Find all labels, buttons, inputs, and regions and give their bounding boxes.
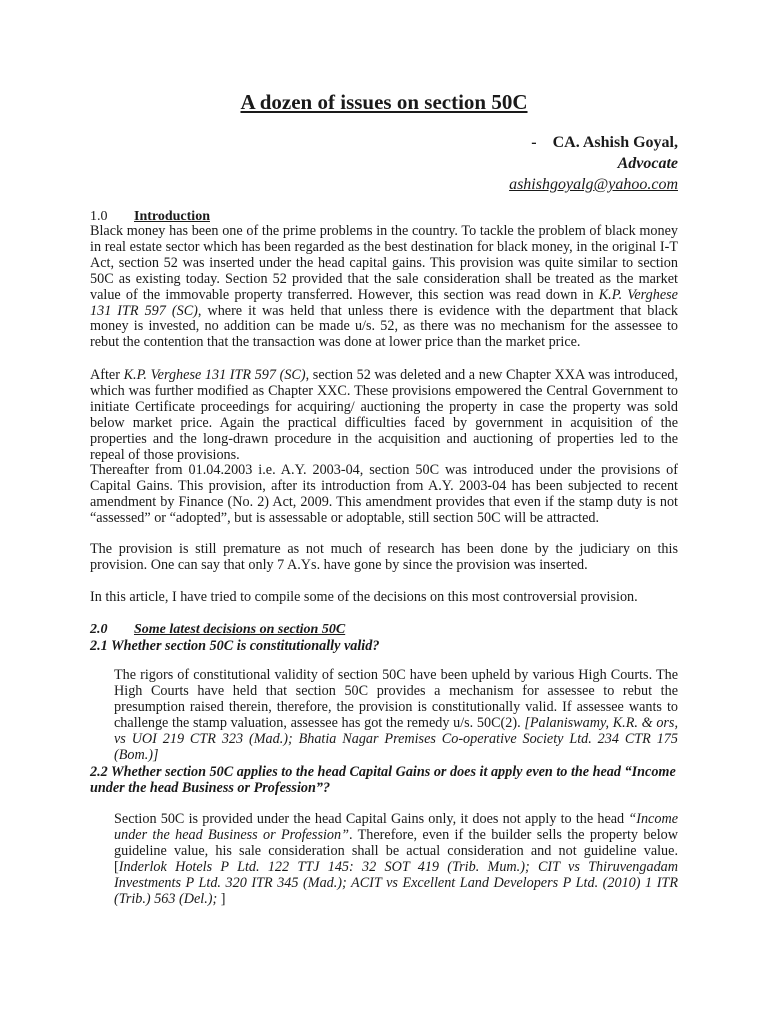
p2-text-b: , section 52 was deleted and a new Chapter XXA was introduced, which was further modified as Chapter XXC. These provisions empowered the Central Government to initiate Certificate proceedings for acquiring/ auctioning the property in case the property was sold below market price. Again the practical difficulties faced by government in acquisition of the properties and the long-drawn procedure in the acquisition and auctioning of properties led to the repeal of those provisions.: [90, 367, 679, 463]
answer-2-1: [114, 668, 678, 763]
document-title: A dozen of issues on section 50C: [240, 90, 528, 114]
intro-paragraph-3: [90, 463, 678, 527]
p1-text-a: Black money has been one of the prime problems in the country. To tackle the problem of black money in real estate sector which has been regarded as the best destination for black money, in the original I-T Act, section 52 was inserted under the head capital gains. This provision was quite similar to section 50C as existing today. Section 52 provided that the sale consideration shall be treated as the market value of the immovable property transferred. However, this section was read down in: [90, 223, 678, 303]
intro-number: 1.0: [90, 209, 108, 224]
intro-paragraph-2: [90, 368, 678, 463]
author-email-link[interactable]: ashishgoyalg@yahoo.com: [509, 176, 678, 193]
question-2-1: 2.1 Whether section 50C is constitutionally valid?: [90, 638, 380, 654]
intro-paragraph-5: [90, 590, 678, 606]
a2-citation: Inderlok Hotels P Ltd. 122 TTJ 145: 32 SOT 419 (Trib. Mum.); CIT vs Thiruvengadam Investments P Ltd. 320 ITR 345 (Mad.); ACIT vs Excellent Land Developers P Ltd. (2010) 1 ITR (Trib.) 563 (Del.);: [114, 858, 678, 907]
p4-text: The provision is still premature as not much of research has been done by the judiciary on this provision. One can say that only 7 A.Ys. have gone by since the provision was inserted.: [90, 541, 678, 573]
p2-text-a: After: [90, 367, 124, 383]
a2-text-a: Section 50C is provided under the head Capital Gains only, it does not apply to the head: [114, 811, 629, 827]
author-name-text: CA. Ashish Goyal,: [552, 134, 678, 151]
section2-heading: [90, 622, 678, 638]
a2-end: ]: [217, 890, 226, 907]
a1-citation: [Palaniswamy, K.R. & ors, vs UOI 219 CTR 323 (Mad.); Bhatia Nagar Premises Co-operative Society Ltd. 234 CTR 175 (Bom.)]: [114, 714, 678, 763]
p2-citation: K.P. Verghese 131 ITR 597 (SC): [123, 367, 306, 383]
section2-number: 2.0: [90, 622, 108, 637]
a2-quote: “Income under the head Business or Profession”: [114, 811, 678, 843]
a2-text-b: . Therefore, even if the builder sells the property below guideline value, his sale consideration shall be actual consideration and not guideline value. [: [114, 826, 678, 875]
answer-2-2: [114, 812, 678, 907]
author-dash: -: [531, 134, 537, 151]
p3-text: Thereafter from 01.04.2003 i.e. A.Y. 2003-04, section 50C was introduced under the provisions of Capital Gains. This provision, after its introduction from A.Y. 2003-04 has been subjected to recent amendment by Finance (No. 2) Act, 2009. This amendment provides that even if the stamp duty is not “assessed” or “adopted”, but is assessable or adoptable, still section 50C will be attracted.: [90, 462, 678, 526]
intro-paragraph-1: [90, 224, 678, 351]
section2-heading-label: Some latest decisions on section 50C: [134, 622, 346, 637]
p5-text: In this article, I have tried to compile some of the decisions on this most controversial provision.: [90, 589, 638, 605]
a1-text: The rigors of constitutional validity of section 50C have been upheld by various High Courts. The High Courts have held that section 50C provides a mechanism for assessee to rebut the presumption raised therein, therefore, the provision is constitutionally valid. If assessee wants to challenge the stamp valuation, assessee has got the remedy u/s. 50C(2).: [114, 667, 678, 731]
question-2-2: 2.2 Whether section 50C applies to the head Capital Gains or does it apply even to the head “Income under the head Business or Profession”?: [90, 764, 676, 796]
p1-text-b: , where it was held that unless there is evidence with the department that black money is invested, no addition can be made u/s. 52, as there was no mechanism for the assessee to rebut the contention that the transaction was done at lower price than the market price.: [90, 302, 678, 351]
intro-paragraph-4: [90, 542, 678, 574]
author-role: Advocate: [617, 155, 678, 172]
author-name: [509, 132, 678, 153]
intro-heading-label: Introduction: [134, 209, 210, 224]
author-block: [509, 132, 678, 195]
p1-citation: K.P. Verghese 131 ITR 597 (SC): [90, 286, 678, 319]
